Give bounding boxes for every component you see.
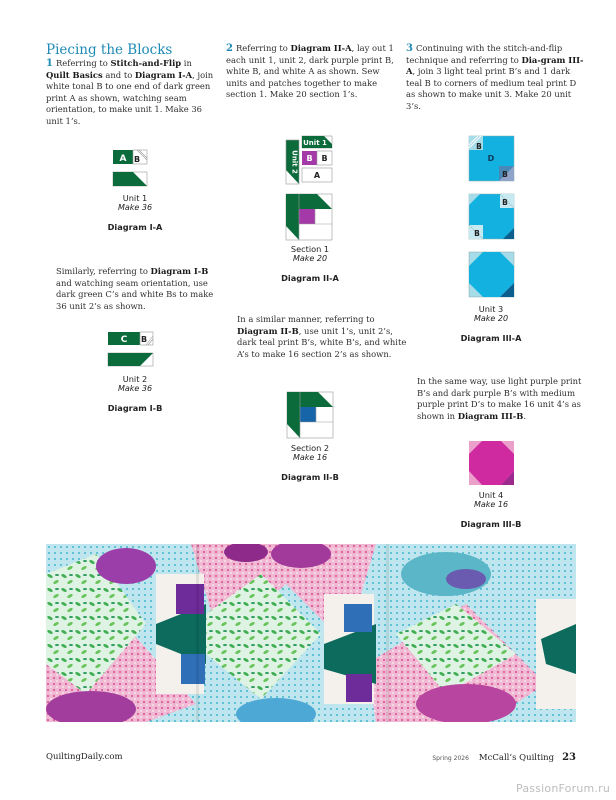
svg-text:A: A — [313, 171, 321, 180]
diagram-title: Diagram III-B — [460, 519, 522, 529]
make-count: Make 20 — [292, 254, 328, 263]
step-2 — [226, 43, 401, 101]
diagram-III-A-caption — [451, 305, 531, 343]
diagram-III-B-graphic — [468, 440, 516, 486]
diagram-title: Diagram II-A — [281, 273, 339, 283]
step-3 — [406, 43, 584, 113]
diagram-title: Diagram II-B — [281, 472, 339, 482]
svg-text:Unit 1: Unit 1 — [303, 139, 327, 147]
unit-label: Unit 2 — [122, 374, 148, 384]
svg-text:B: B — [133, 155, 141, 164]
page-number: 23 — [562, 752, 576, 763]
make-count: Make 16 — [292, 453, 328, 462]
section-label: Section 1 — [290, 244, 330, 254]
diagram-title: Diagram I-B — [107, 403, 163, 413]
svg-text:Unit 2: Unit 2 — [290, 150, 299, 174]
svg-text:B: B — [306, 154, 313, 163]
section-heading: Piecing the Blocks — [46, 42, 173, 58]
diagram-II-B-caption — [270, 444, 350, 482]
quilt-photo — [46, 544, 576, 722]
unit-label: Unit 4 — [478, 490, 504, 500]
watermark: PassionForum.ru — [516, 782, 610, 795]
make-count: Make 36 — [117, 203, 153, 212]
svg-text:B: B — [502, 198, 508, 207]
footer-right — [432, 752, 576, 763]
svg-text:B: B — [474, 229, 480, 238]
diagram-I-B-caption — [95, 375, 175, 413]
step-number: 2 — [226, 43, 233, 54]
svg-text:B: B — [502, 170, 508, 179]
footer-site: QuiltingDaily.com — [46, 752, 123, 762]
diagram-title: Diagram III-A — [460, 333, 522, 343]
diagram-I-B-graphic — [106, 330, 166, 370]
paragraph-similar-manner: In a similar manner, referring to Diagram II-B, use unit 1’s, unit 2’s, dark teal print B’s, white B’s, and white A’s to make 16 section 2’s as shown. — [237, 314, 407, 359]
unit-label: Unit 3 — [478, 304, 504, 314]
diagram-II-A-graphic — [284, 134, 340, 246]
section-label: Section 2 — [290, 443, 330, 453]
diagram-title: Diagram I-A — [107, 222, 163, 232]
diagram-III-A-graphic — [466, 134, 518, 304]
paragraph-same-way: In the same way, use light purple print B’s and dark purple B’s with medium purple print D’s to make 16 unit 4’s as shown in Diagram III-B. — [417, 376, 582, 421]
svg-text:B: B — [140, 335, 148, 344]
make-count: Make 20 — [473, 314, 509, 323]
diagram-II-B-graphic — [286, 391, 336, 441]
make-count: Make 36 — [117, 384, 153, 393]
svg-text:D: D — [487, 154, 495, 163]
svg-text:C: C — [120, 335, 128, 345]
diagram-I-A-caption — [95, 194, 175, 232]
unit-label: Unit 1 — [122, 193, 148, 203]
make-count: Make 16 — [473, 500, 509, 509]
step-3-text: Continuing with the stitch-and-flip technique and referring to Dia-gram III-A, join 3 light teal print B’s and 1 dark teal B to corners of medium teal print D as shown to make unit 3. Make 20 unit 3’s. — [406, 43, 584, 111]
paragraph-similarly: Similarly, referring to Diagram I-B and watching seam orientation, use dark green C’s and white Bs to make 36 unit 2’s as shown. — [56, 266, 214, 311]
step-number: 1 — [46, 58, 53, 69]
diagram-II-A-caption — [270, 245, 350, 283]
svg-text:B: B — [476, 142, 482, 151]
step-2-text: Referring to Diagram II-A, lay out 1 each unit 1, unit 2, dark purple print B, white B, and white A as shown. Sew units and patches together to make section 1. Make 20 section 1’s. — [226, 43, 394, 100]
footer-magazine: McCall’s Quilting — [478, 753, 555, 763]
diagram-I-A-graphic — [110, 148, 160, 192]
step-1 — [46, 58, 218, 128]
patch-label-A: A — [119, 154, 127, 164]
step-1-text: Referring to Stitch-and-Flip in Quilt Basics and to Diagram I-A, join white tonal B to one end of dark green print A as shown, watching seam orientation, to make unit 1. Make 36 unit 1’s. — [46, 58, 214, 126]
svg-text:B: B — [321, 154, 328, 163]
footer-issue: Spring 2026 — [432, 755, 469, 762]
step-number: 3 — [406, 43, 413, 54]
diagram-III-B-caption — [451, 491, 531, 529]
